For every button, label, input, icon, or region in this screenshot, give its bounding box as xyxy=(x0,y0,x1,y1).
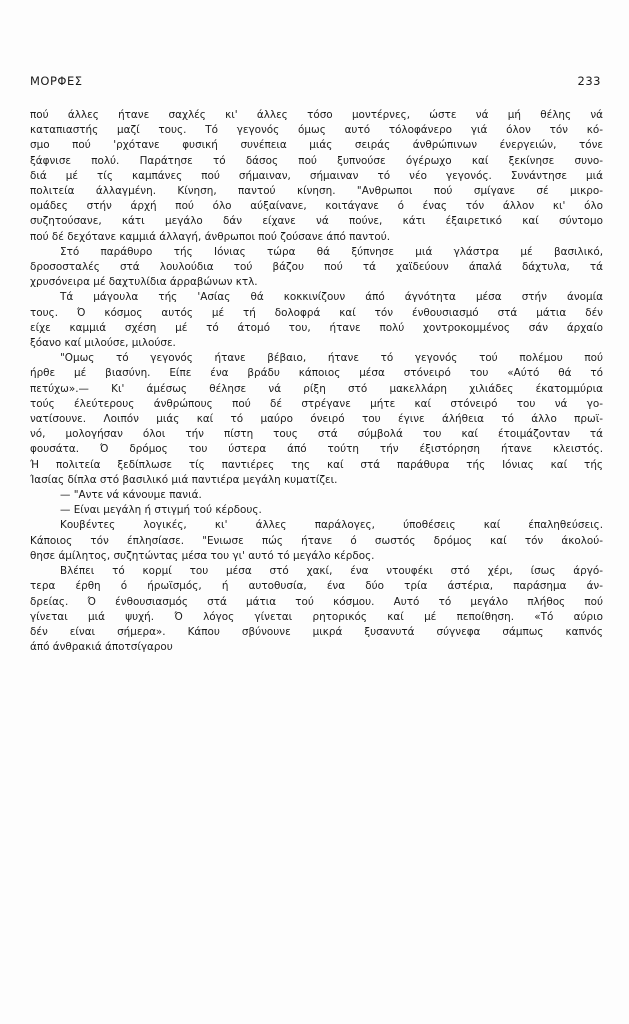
text-line: πολιτεία άλλαγμένη. Κίνηση, παντού κίνηση. "Ανθρωποι πού σμίγανε σέ μικρο- xyxy=(30,185,603,198)
text-line: δέν είναι σήμερα». Κάπου σβύνουνε μικρά ξυσανυτά σύγνεφα σάμπως καπνός xyxy=(30,625,603,638)
text-line: διά μέ τίς καμπάνες πού σήμαιναν, σήμαιναν τό νέο γεγονός. Συνάντησε μιά xyxy=(30,169,603,182)
text-line: Τά μάγουλα τής 'Ασίας θά κοκκινίζουν άπό άγνότητα μέσα στήν άνομία xyxy=(60,291,603,304)
text-line: ξάφνισε πολύ. Παράτησε τό δάσος πού ξυπνούσε όγέρωχο καί ξεκίνησε συνο- xyxy=(30,154,603,167)
text-line: Βλέπει τό κορμί του μέσα στό χακί, ένα ντουφέκι στό χέρι, ίσως άργό- xyxy=(60,565,603,578)
text-line: καταπιαστής μαζί τους. Τό γεγονός όμως αυτό τόλοφάνερο γιά όλον τόν κό- xyxy=(30,124,603,137)
text-line: τούς έλεύτερους άνθρώπους πού δέ στρέγανε μήτε καί στόνειρό του νά γο- xyxy=(30,397,603,410)
text-line: νό, μολογήσαν όλοι τήν πίστη τους στά σύμβολά του καί έτοιμάζονταν τά xyxy=(30,428,603,441)
text-line: Στό παράθυρο τής Ιόνιας τώρα θά ξύπνησε μιά γλάστρα μέ βασιλικό, xyxy=(60,245,603,258)
text-line: ομάδες στήν άρχή πού όλο αύξαίνανε, κοιτάγανε ό ένας τόν άλλον κι' όλο xyxy=(30,200,603,213)
text-line: Ίασίας δίπλα στό βασιλικό μιά παντιέρα μεγάλη κυματίζει. xyxy=(30,473,338,486)
text-line: Κάποιος τόν έπλησίασε. "Ενιωσε πώς ήτανε ό σωστός δρόμος καί τόν άκολού- xyxy=(30,534,603,547)
text-line: είχε καμμιά σχέση μέ τό άτομό του, ήτανε πολύ χοντροκομμένος σάν άρχαίο xyxy=(30,321,603,334)
text-line: "Ομως τό γεγονός ήτανε βέβαιο, ήτανε τό γεγονός τού πολέμου πού xyxy=(60,352,603,365)
text-line: θησε άμίλητος, συζητώντας μέσα του γι' αυτό τό μεγάλο κέρδος. xyxy=(30,549,375,562)
text-line: σμο πού 'ρχότανε φυσική συνέπεια μιάς σειράς άνθρώπινων ένεργειών, τόνε xyxy=(30,139,603,152)
text-line: τους. Ό κόσμος αυτός μέ τή δολοφρά καί τόν ένθουσιασμό στά μάτια δέν xyxy=(30,306,603,319)
text-line: γίνεται μιά ψυχή. Ό λόγος γίνεται ρητορικός καί μέ πεποίθηση. «Τό αύριο xyxy=(30,610,603,623)
running-title: ΜΟΡΦΕΣ xyxy=(30,74,83,88)
page-number: 233 xyxy=(577,74,601,88)
text-line: χρυσόνειρα μέ δαχτυλίδια άρραβώνων κτλ. xyxy=(30,276,258,289)
text-line: ήρθε μέ βιασύνη. Είπε ένα βράδυ κάποιος μέσα στόνειρό του «Αύτό θά τό xyxy=(30,367,603,380)
text-line: τερα έρθη ό ήρωϊσμός, ή αυτοθυσία, ένα δύο τρία άστέρια, παράσημα άν- xyxy=(30,580,603,593)
text-line: — Είναι μεγάλη ή στιγμή τού κέρδους. xyxy=(60,504,262,517)
text-line: δρείας. Ό ένθουσιασμός στά μάτια τού κόσμου. Αυτό τό μεγάλο πλήθος πού xyxy=(30,595,603,608)
text-line: νατίσουνε. Λοιπόν μιάς καί τό μαύρο όνειρό του έγινε άλήθεια τό άλλο πρωϊ- xyxy=(30,413,603,426)
text-line: Κουβέντες λογικές, κι' άλλες παράλογες, ύποθέσεις καί έπαληθεύσεις. xyxy=(60,519,603,532)
page-header xyxy=(30,74,601,90)
text-line: ξόανο καί μιλούσε, μιλούσε. xyxy=(30,337,176,350)
text-line: — "Αντε νά κάνουμε πανιά. xyxy=(60,489,202,502)
body-text xyxy=(30,108,603,655)
text-line: δροσοσταλές στά λουλούδια τού βάζου πού τά χαϊδεύουν άπαλά δάχτυλα, τά xyxy=(30,261,603,274)
text-line: Ή πολιτεία ξεδίπλωσε τίς παντιέρες της καί στά παράθυρα τής Ιόνιας καί τής xyxy=(30,458,603,471)
text-line: συζητούσανε, κάτι μεγάλο δάν είχανε νά πούνε, κάτι έξαιρετικό καί σύντομο xyxy=(30,215,603,228)
text-line: άπό άνθρακιά άποτσίγαρου xyxy=(30,641,173,654)
text-line: πετύχω».— Κι' άμέσως θέλησε νά ρίξη στό μακελλάρη χιλιάδες έκατομμύρια xyxy=(30,382,603,395)
text-line: πού άλλες ήτανε σαχλές κι' άλλες τόσο μοντέρνες, ώστε νά μή θέλης νά xyxy=(30,109,603,121)
text-line: φουσάτα. Ό δρόμος του ύστερα άπό τούτη τήν έξιστόρηση ήτανε κλειστός. xyxy=(30,443,603,456)
text-line: πού δέ δεχότανε καμμιά άλλαγή, άνθρωποι πού ζούσανε άπό παντού. xyxy=(30,230,391,243)
